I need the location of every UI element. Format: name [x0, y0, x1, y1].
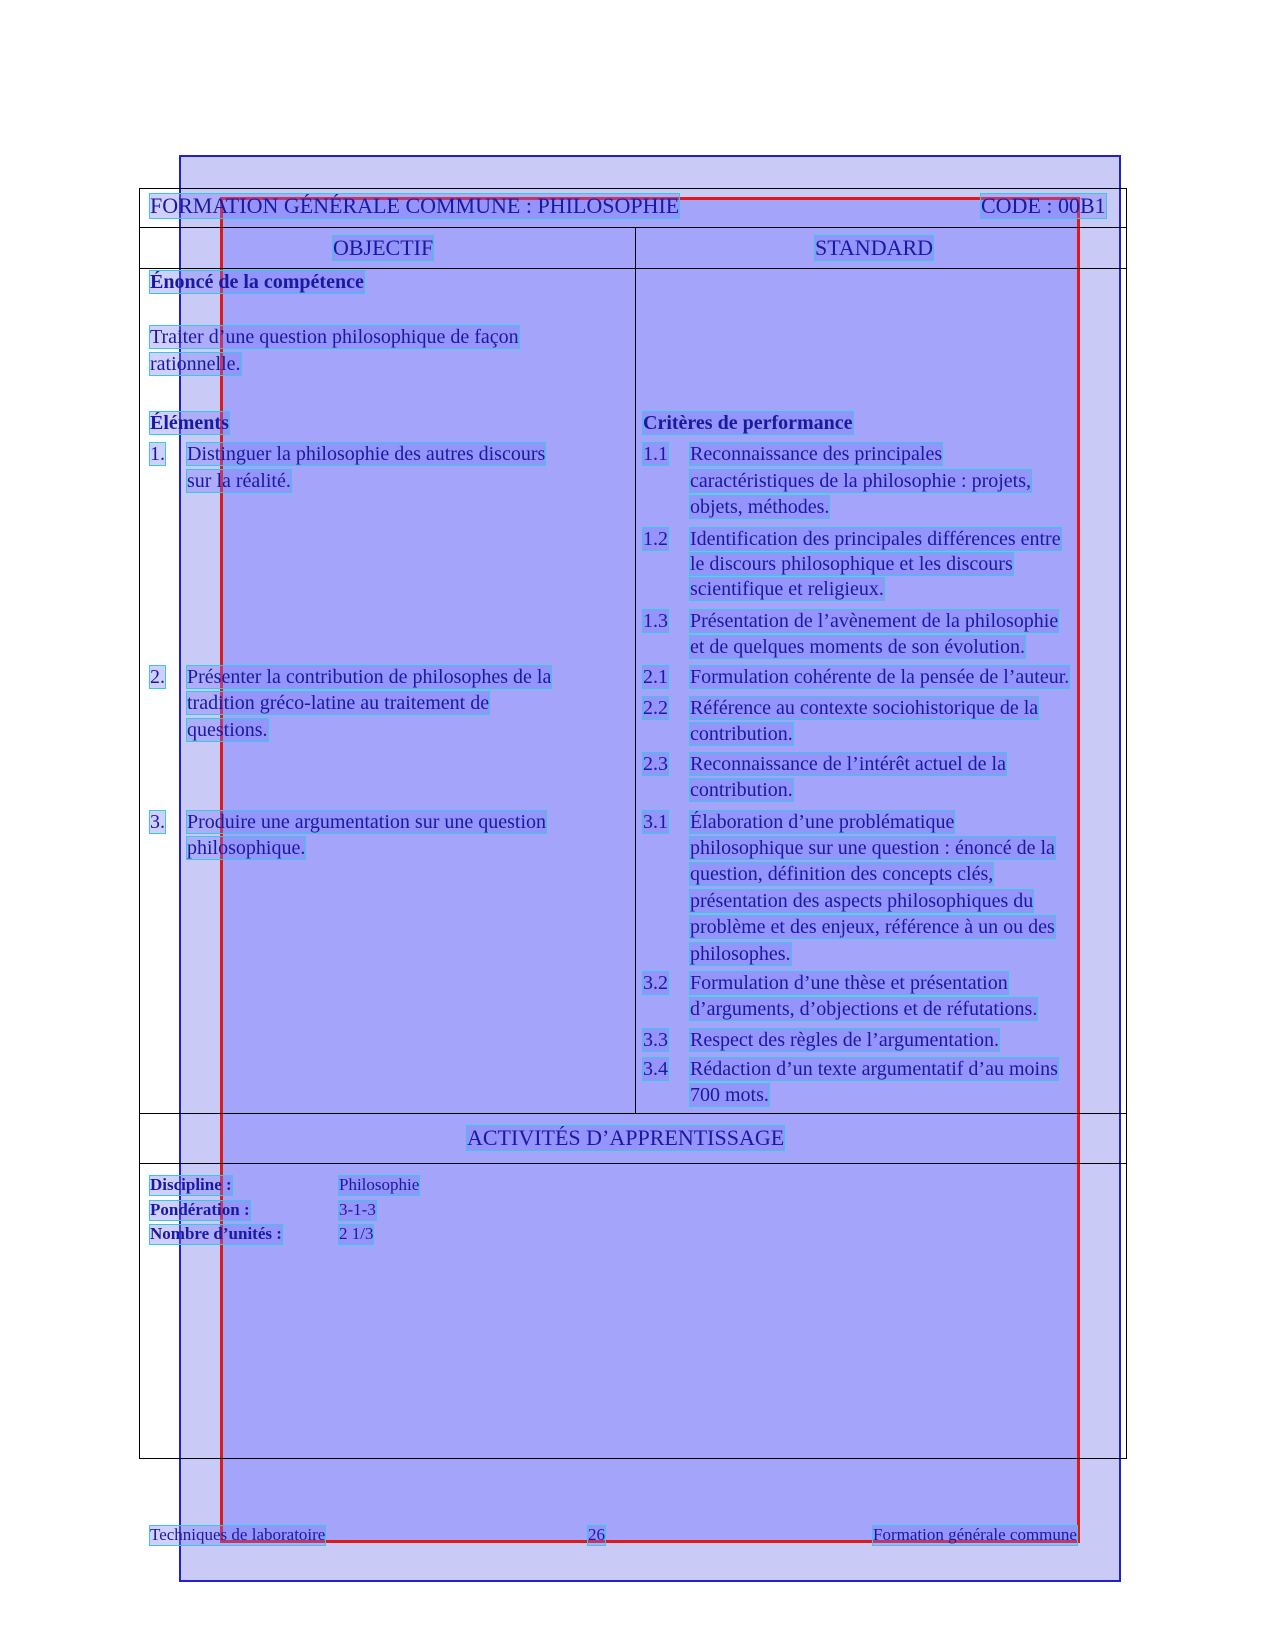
critere-line: Formulation cohérente de la pensée de l’auteur.	[690, 666, 1070, 688]
critere-line: 700 mots.	[690, 1084, 769, 1106]
critere-line: Formulation d’une thèse et présentation	[690, 972, 1008, 994]
critere-line: Référence au contexte sociohistorique de la	[690, 697, 1039, 719]
header-divider	[139, 227, 1127, 228]
element-number: 2.	[150, 666, 165, 688]
critere-line: contribution.	[690, 723, 793, 745]
critere-number: 3.1	[643, 811, 668, 833]
activites-label-discipline: Discipline :	[150, 1175, 232, 1194]
activites-value-ponderation: 3-1-3	[339, 1200, 376, 1219]
critere-line: d’arguments, d’objections et de réfutations.	[690, 998, 1038, 1020]
critere-number: 2.3	[643, 753, 668, 775]
table-bottom-border	[139, 1458, 1127, 1459]
critere-line: Identification des principales différences entre	[690, 528, 1061, 550]
element-line: Présenter la contribution de philosophes de la	[187, 666, 552, 688]
critere-number: 3.2	[643, 972, 668, 994]
critere-line: objets, méthodes.	[690, 496, 830, 518]
critere-number: 1.2	[643, 528, 668, 550]
competence-text-line-2: rationnelle.	[150, 353, 241, 375]
critere-line: et de quelques moments de son évolution.	[690, 636, 1025, 658]
activites-bottom-divider	[139, 1163, 1127, 1164]
critere-number: 3.3	[643, 1029, 668, 1051]
element-number: 1.	[150, 443, 165, 465]
element-line: tradition gréco-latine au traitement de	[187, 692, 490, 714]
activites-top-divider	[139, 1113, 1127, 1114]
critere-number: 2.1	[643, 666, 668, 688]
column-heading-objectif: OBJECTIF	[333, 235, 434, 260]
activites-value-unites: 2 1/3	[339, 1224, 374, 1243]
critere-line: scientifique et religieux.	[690, 578, 884, 600]
table-top-border	[139, 188, 1127, 189]
element-line: philosophique.	[187, 837, 306, 859]
critere-line: caractéristiques de la philosophie : projets,	[690, 470, 1032, 492]
element-line: sur la réalité.	[187, 470, 291, 492]
element-line: questions.	[187, 719, 268, 741]
activites-title: ACTIVITÉS D’APPRENTISSAGE	[467, 1125, 785, 1150]
critere-line: Présentation de l’avènement de la philosophie	[690, 610, 1059, 632]
critere-line: présentation des aspects philosophiques du	[690, 890, 1034, 912]
critere-line: le discours philosophique et les discours	[690, 553, 1013, 575]
table-right-border	[1126, 188, 1127, 1459]
critere-line: Élaboration d’une problématique	[690, 811, 955, 833]
element-line: Distinguer la philosophie des autres discours	[187, 443, 546, 465]
header-code: CODE : 00B1	[981, 193, 1106, 218]
critere-line: problème et des enjeux, référence à un ou des	[690, 916, 1055, 938]
critere-line: Reconnaissance des principales	[690, 443, 943, 465]
critere-line: question, définition des concepts clés,	[690, 863, 994, 885]
critere-line: Respect des règles de l’argumentation.	[690, 1029, 999, 1051]
footer-page-number: 26	[588, 1525, 605, 1544]
element-number: 3.	[150, 811, 165, 833]
column-separator	[635, 227, 636, 1113]
header-title: FORMATION GÉNÉRALE COMMUNE : PHILOSOPHIE	[150, 193, 680, 218]
competence-label: Énoncé de la compétence	[150, 271, 364, 293]
critere-line: philosophique sur une question : énoncé de la	[690, 837, 1055, 859]
element-line: Produire une argumentation sur une question	[187, 811, 547, 833]
competence-text-line-1: Traiter d’une question philosophique de façon	[150, 326, 519, 348]
critere-line: contribution.	[690, 779, 793, 801]
activites-label-ponderation: Pondération :	[150, 1200, 250, 1219]
criteres-label: Critères de performance	[643, 412, 853, 434]
critere-number: 1.1	[643, 443, 668, 465]
critere-number: 3.4	[643, 1058, 668, 1080]
critere-number: 1.3	[643, 610, 668, 632]
elements-label: Éléments	[150, 412, 229, 434]
critere-line: Reconnaissance de l’intérêt actuel de la	[690, 753, 1006, 775]
activites-value-discipline: Philosophie	[339, 1175, 420, 1194]
column-heading-standard: STANDARD	[815, 235, 934, 260]
critere-line: philosophes.	[690, 943, 791, 965]
table-left-border	[139, 188, 140, 1459]
footer-left: Techniques de laboratoire	[150, 1525, 326, 1544]
columns-divider	[139, 268, 1127, 269]
activites-label-unites: Nombre d’unités :	[150, 1224, 282, 1243]
footer-right: Formation générale commune	[873, 1525, 1077, 1544]
critere-number: 2.2	[643, 697, 668, 719]
critere-line: Rédaction d’un texte argumentatif d’au moins	[690, 1058, 1058, 1080]
